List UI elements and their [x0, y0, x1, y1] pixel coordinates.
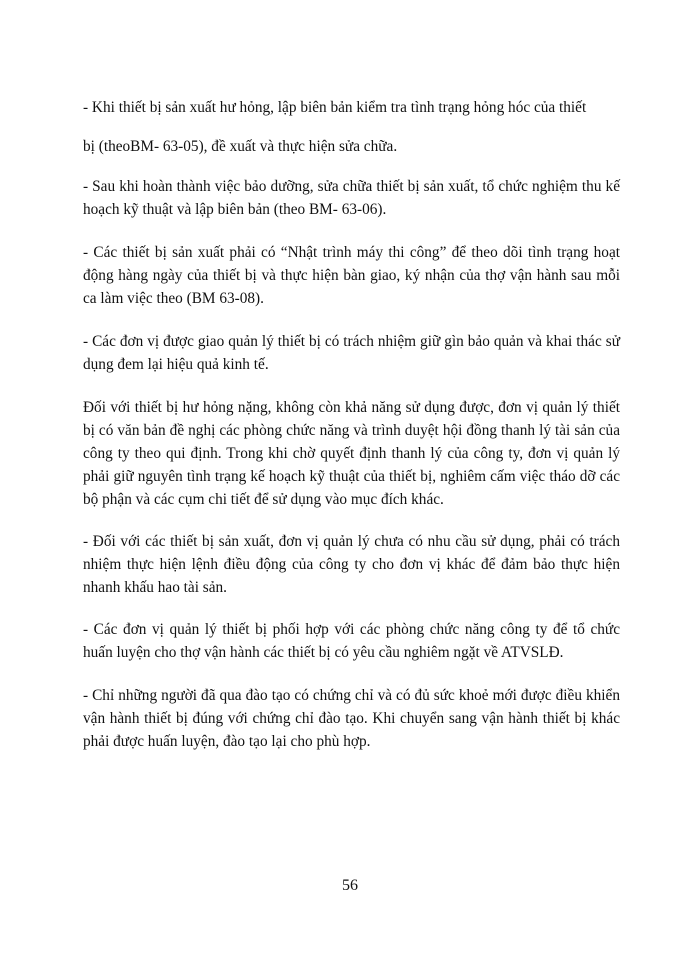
paragraph-maintenance-acceptance: - Sau khi hoàn thành việc bảo dưỡng, sửa chữa thiết bị sản xuất, tổ chức nghiệm thu kế hoạch kỹ thuật và lập biên bản (theo BM- 63-06). — [83, 178, 620, 218]
paragraph-machine-log: - Các thiết bị sản xuất phải có “Nhật trình máy thi công” để theo dõi tình trạng hoạt động hàng ngày của thiết bị và thực hiện bàn giao, ký nhận của thợ vận hành sau mỗi ca làm việc theo (BM 63-08). — [83, 244, 620, 307]
paragraph-unit-responsibility: - Các đơn vị được giao quản lý thiết bị có trách nhiệm giữ gìn bảo quản và khai thác sử dụng đem lại hiệu quả kinh tế. — [83, 333, 620, 373]
paragraph-repair-proposal: bị (theoBM- 63-05), đề xuất và thực hiện sửa chữa. — [83, 138, 398, 155]
page-number: 56 — [342, 877, 358, 894]
paragraph-damage-report: - Khi thiết bị sản xuất hư hỏng, lập biên bản kiểm tra tình trạng hỏng hóc của thiết — [83, 99, 587, 116]
paragraph-certified-operators: - Chỉ những người đã qua đào tạo có chứng chỉ và có đủ sức khoẻ mới được điều khiển vận hành thiết bị đúng với chứng chỉ đào tạo. Khi chuyển sang vận hành thiết bị khác phải được huấn luyện, đào tạo lại cho phù hợp. — [83, 687, 620, 750]
document-body — [83, 96, 620, 753]
paragraph-unused-equipment: - Đối với các thiết bị sản xuất, đơn vị quản lý chưa có nhu cầu sử dụng, phải có trách nhiệm thực hiện lệnh điều động của công ty cho đơn vị khác để đảm bảo thực hiện nhanh khấu hao tài sản. — [83, 533, 620, 596]
paragraph-heavy-damage: Đối với thiết bị hư hỏng nặng, không còn khả năng sử dụng được, đơn vị quản lý thiết bị có văn bản đề nghị các phòng chức năng và trình duyệt hội đồng thanh lý tài sản của công ty theo qui định. Trong khi chờ quyết định thanh lý của công ty, đơn vị quản lý phải giữ nguyên tình trạng kế hoạch kỹ thuật của thiết bị, nghiêm cấm việc tháo dỡ các bộ phận và các cụm chi tiết để sử dụng vào mục đích khác. — [83, 399, 620, 508]
paragraph-operator-training: - Các đơn vị quản lý thiết bị phối hợp với các phòng chức năng công ty để tổ chức huấn luyện cho thợ vận hành các thiết bị có yêu cầu nghiêm ngặt về ATVSLĐ. — [83, 621, 620, 661]
